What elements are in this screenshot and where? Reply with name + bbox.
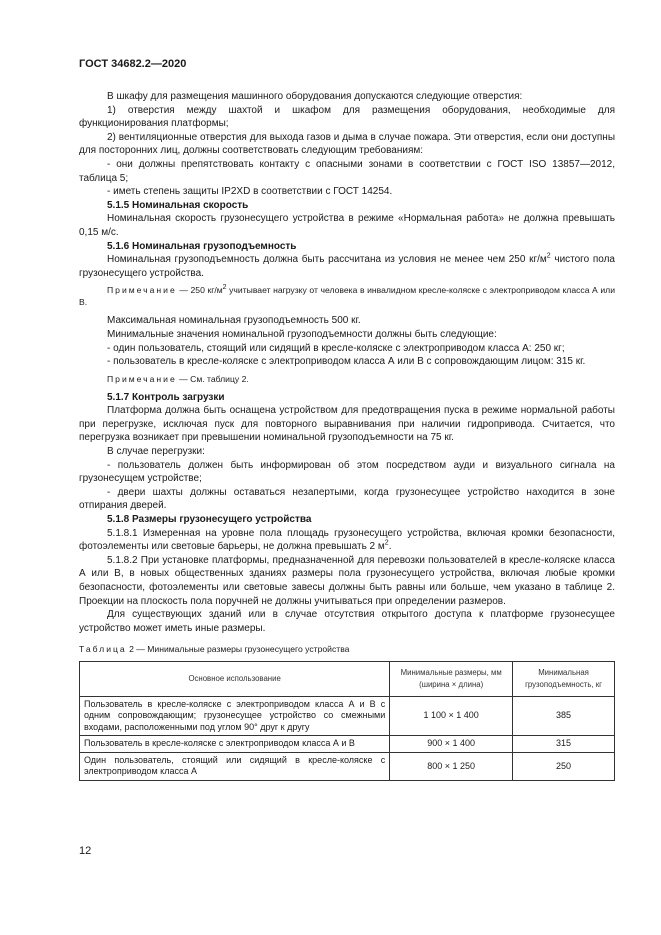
table-cell: 1 100 × 1 400 xyxy=(390,696,513,736)
text-run: чистого пола грузонесущего устройства. xyxy=(79,254,615,279)
superscript: 2 xyxy=(384,539,389,547)
column-header: Минимальные размеры, мм (ширина × длина) xyxy=(390,661,513,696)
table-header-row xyxy=(80,661,615,696)
superscript: 2 xyxy=(222,284,227,292)
table-row xyxy=(80,752,615,780)
paragraph: 2) вентиляционные отверстия для выхода газов и дыма в случае пожара. Эти отверстия, если они доступны для посторонних лиц, должны соответствовать следующим требованиям: xyxy=(79,131,615,157)
table-cell: 385 xyxy=(513,696,615,736)
paragraph: Минимальные значения номинальной грузоподъемности должны быть следующие: xyxy=(107,328,497,340)
dimensions-table xyxy=(79,661,615,781)
note xyxy=(79,373,615,385)
paragraph: 5.1.8.2 При установке платформы, предназначенной для перевозки пользователей в кресле-коляске класса А или В, в новых общественных зданиях размеры пола грузонесущего устройства, включая любые кромки безопасности, фотоэлементы или световые завесы должны быть равны или больше, чем указано в таблице 2. Проекции на плоскость пола поручней не должны учитываться при определении размеров. xyxy=(79,554,615,607)
text-run: — См. таблицу 2. xyxy=(176,373,249,384)
table-cell: Пользователь в кресле-коляске с электроприводом класса А и В с одним сопровождающим; грузонесущее устройство со смежными входами, расположенными под углом 90° друг к другу xyxy=(80,696,390,736)
table-cell: 900 × 1 400 xyxy=(390,736,513,753)
column-header: Минимальная грузоподъемность, кг xyxy=(513,661,615,696)
note xyxy=(79,284,615,308)
text-run: — 250 кг/м xyxy=(176,285,223,296)
section-heading-5-1-6: 5.1.6 Номинальная грузоподъемность xyxy=(107,240,297,252)
note-label: Примечание xyxy=(107,285,177,296)
text-run: Номинальная грузоподъемность должна быть рассчитана из условия не менее чем 250 кг/м xyxy=(107,254,547,266)
table-cell: 800 × 1 250 xyxy=(390,752,513,780)
section-heading-5-1-7: 5.1.7 Контроль загрузки xyxy=(107,391,225,403)
text-run: 5.1.8.1 Измеренная на уровне пола площадь грузонесущего устройства, включая кромки безопасности, фотоэлементы или световые барьеры, не должна превышать 2 м xyxy=(79,527,615,553)
paragraph: Для существующих зданий или в случае отсутствия открытого доступа к платформе грузонесущее устройство может иметь иные размеры. xyxy=(79,609,615,634)
table-cell: 250 xyxy=(513,752,615,780)
list-item: - пользователь должен быть информирован об этом посредством ауди и визуального сигнала на грузонесущем устройстве; xyxy=(79,459,615,485)
superscript: 2 xyxy=(546,252,551,260)
table-cell: Один пользователь, стоящий или сидящий в кресле-коляске с электроприводом класса А xyxy=(80,752,390,780)
page-number: 12 xyxy=(79,845,92,857)
list-item: - пользователь в кресле-коляске с электроприводом класса А или В с сопровождающим лицом: 315 кг. xyxy=(107,356,586,368)
list-item: - иметь степень защиты IP2XD в соответствии с ГОСТ 14254. xyxy=(107,186,393,198)
paragraph: В случае перегрузки: xyxy=(107,446,205,458)
paragraph: Максимальная номинальная грузоподъемность 500 кг. xyxy=(107,315,361,327)
table-row xyxy=(80,736,615,753)
table-caption-label: Таблица xyxy=(79,644,127,655)
document-body xyxy=(79,90,615,781)
paragraph: Номинальная скорость грузонесущего устройства в режиме «Нормальная работа» не должна превышать 0,15 м/с. xyxy=(79,213,615,238)
list-item: - один пользователь, стоящий или сидящий в кресле-коляске с электроприводом класса А: 250 кг; xyxy=(107,342,565,354)
paragraph: 1) отверстия между шахтой и шкафом для размещения оборудования, необходимые для функционирования платформы; xyxy=(79,104,615,130)
table-row xyxy=(80,696,615,736)
document-header: ГОСТ 34682.2—2020 xyxy=(79,58,187,70)
table-cell: Пользователь в кресле-коляске с электроприводом класса А и В xyxy=(80,736,390,753)
section-heading-5-1-5: 5.1.5 Номинальная скорость xyxy=(107,199,249,211)
paragraph: Платформа должна быть оснащена устройством для предотвращения пуска в режиме нормальной работы при перегрузке, исключая пуск для повторного выравнивания при наличии гидропривода. Считается, что перегрузка возникает при превышении номинальной грузоподъемности на 75 кг. xyxy=(79,405,615,444)
paragraph: В шкафу для размещения машинного оборудования допускаются следующие отверстия: xyxy=(107,91,523,102)
table-caption-text: 2 — Минимальные размеры грузонесущего устройства xyxy=(126,644,350,655)
table-caption xyxy=(79,643,615,657)
paragraph xyxy=(79,527,615,554)
text-run: учитывает нагрузку от человека в инвалидном кресле-коляске с электроприводом класса А или В. xyxy=(79,285,615,308)
text-run: . xyxy=(388,541,392,553)
table-cell: 315 xyxy=(513,736,615,753)
column-header: Основное использование xyxy=(80,661,390,696)
note-label: Примечание xyxy=(107,373,177,384)
list-item: - они должны препятствовать контакту с опасными зонами в соответствии с ГОСТ ISO 13857—2012, таблица 5; xyxy=(79,158,615,184)
section-heading-5-1-8: 5.1.8 Размеры грузонесущего устройства xyxy=(107,514,312,526)
paragraph xyxy=(79,253,615,280)
list-item: - двери шахты должны оставаться незапертыми, когда грузонесущее устройство находится в зоне отпирания дверей. xyxy=(79,486,615,512)
